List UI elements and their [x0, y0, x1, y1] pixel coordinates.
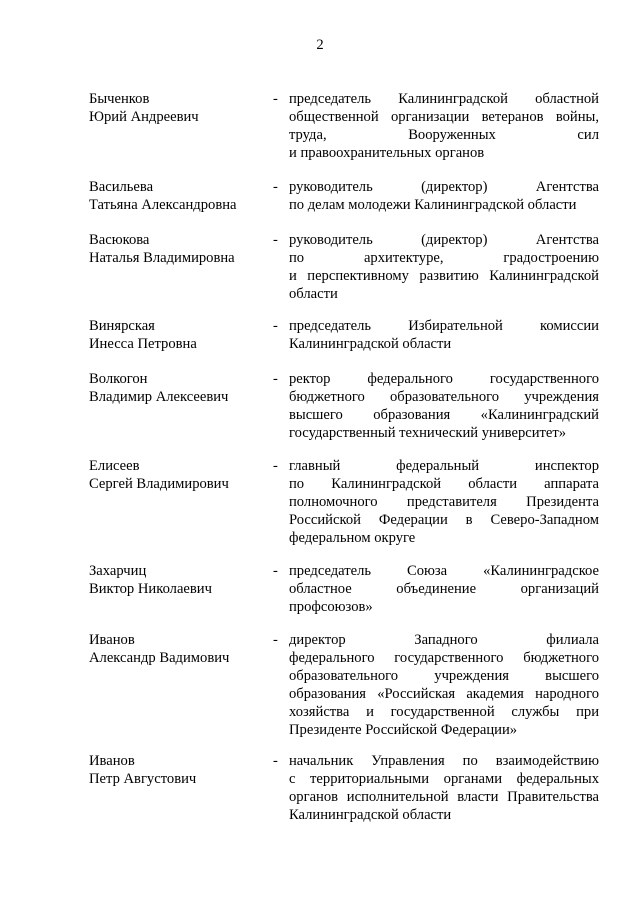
role-line: по архитектуре, градостроению — [289, 250, 599, 266]
member-surname: Винярская — [89, 318, 155, 334]
role-line: бюджетного образовательного учреждения — [289, 389, 599, 405]
role-line: директор Западного филиала — [289, 632, 599, 648]
role-line: Калининградской области — [289, 807, 452, 823]
role-line: председатель Избирательной комиссии — [289, 318, 599, 334]
member-surname: Быченков — [89, 91, 150, 107]
dash-separator: - — [273, 232, 278, 248]
dash-separator: - — [273, 563, 278, 579]
role-line: по делам молодежи Калининградской области — [289, 197, 577, 213]
member-given-names: Виктор Николаевич — [89, 581, 212, 597]
role-line: хозяйства и государственной службы при — [289, 704, 599, 720]
member-surname: Васюкова — [89, 232, 150, 248]
member-role — [289, 562, 599, 616]
member-surname: Иванов — [89, 632, 135, 648]
role-line: труда, Вооруженных сил — [289, 127, 599, 143]
role-line: главный федеральный инспектор — [289, 458, 599, 474]
role-line: областное объединение организаций — [289, 581, 599, 597]
member-name — [89, 231, 274, 267]
member-name — [89, 631, 274, 667]
dash-separator: - — [273, 179, 278, 195]
member-surname: Волкогон — [89, 371, 148, 387]
role-line: образования «Российская академия народного — [289, 686, 599, 702]
member-given-names: Владимир Алексеевич — [89, 389, 229, 405]
role-line: руководитель (директор) Агентства — [289, 179, 599, 195]
role-line: с территориальными органами федеральных — [289, 771, 599, 787]
dash-separator: - — [273, 753, 278, 769]
member-role — [289, 370, 599, 442]
role-line: органов исполнительной власти Правительства — [289, 789, 599, 805]
role-line: государственный технический университет» — [289, 425, 567, 441]
member-surname: Иванов — [89, 753, 135, 769]
role-line: области — [289, 286, 338, 302]
role-line: высшего образования «Калининградский — [289, 407, 599, 423]
member-given-names: Петр Августович — [89, 771, 197, 787]
member-surname: Елисеев — [89, 458, 140, 474]
member-name — [89, 562, 274, 598]
member-role — [289, 317, 599, 353]
member-given-names: Юрий Андреевич — [89, 109, 199, 125]
role-line: профсоюзов» — [289, 599, 373, 615]
role-line: Калининградской области — [289, 336, 452, 352]
member-surname: Васильева — [89, 179, 154, 195]
role-line: федеральном округе — [289, 530, 416, 546]
member-role — [289, 231, 599, 303]
member-given-names: Александр Вадимович — [89, 650, 230, 666]
member-given-names: Сергей Владимирович — [89, 476, 229, 492]
page-number: 2 — [316, 37, 324, 53]
role-line: председатель Союза «Калининградское — [289, 563, 599, 579]
member-role — [289, 752, 599, 824]
role-line: полномочного представителя Президента — [289, 494, 599, 510]
member-name — [89, 752, 274, 788]
role-line: образовательного учреждения высшего — [289, 668, 599, 684]
member-name — [89, 90, 274, 126]
member-role — [289, 457, 599, 547]
role-line: руководитель (директор) Агентства — [289, 232, 599, 248]
member-role — [289, 178, 599, 214]
member-name — [89, 370, 274, 406]
member-given-names: Наталья Владимировна — [89, 250, 235, 266]
role-line: по Калининградской области аппарата — [289, 476, 599, 492]
dash-separator: - — [273, 371, 278, 387]
role-line: общественной организации ветеранов войны, — [289, 109, 599, 125]
role-line: председатель Калининградской областной — [289, 91, 599, 107]
member-name — [89, 317, 274, 353]
member-name — [89, 457, 274, 493]
role-line: ректор федерального государственного — [289, 371, 599, 387]
role-line: Президенте Российской Федерации» — [289, 722, 518, 738]
role-line: начальник Управления по взаимодействию — [289, 753, 599, 769]
role-line: и перспективному развитию Калининградской — [289, 268, 599, 284]
member-role — [289, 90, 599, 162]
member-surname: Захарчиц — [89, 563, 147, 579]
member-role — [289, 631, 599, 739]
dash-separator: - — [273, 458, 278, 474]
dash-separator: - — [273, 318, 278, 334]
member-given-names: Татьяна Александровна — [89, 197, 237, 213]
dash-separator: - — [273, 632, 278, 648]
member-given-names: Инесса Петровна — [89, 336, 197, 352]
member-name — [89, 178, 274, 214]
role-line: Российской Федерации в Северо-Западном — [289, 512, 599, 528]
role-line: и правоохранительных органов — [289, 145, 485, 161]
dash-separator: - — [273, 91, 278, 107]
role-line: федерального государственного бюджетного — [289, 650, 599, 666]
